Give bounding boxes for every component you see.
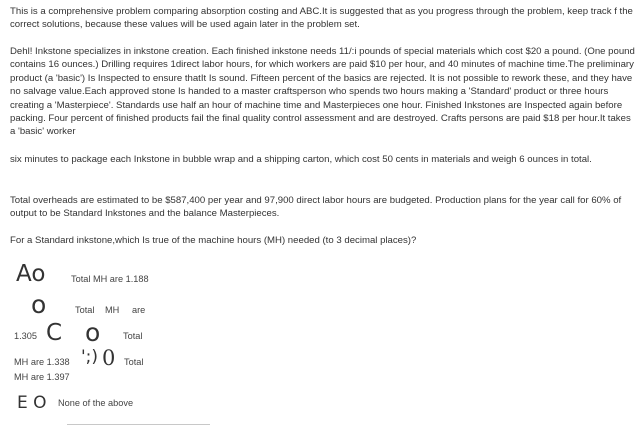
option-b-text-are[interactable]: are bbox=[132, 305, 146, 315]
answer-divider bbox=[67, 424, 210, 425]
option-d-radio[interactable]: 0 bbox=[102, 346, 116, 370]
option-e-radio[interactable]: E O bbox=[17, 393, 47, 413]
scenario-paragraph: Dehl! Inkstone specializes in inkstone creation. Each finished inkstone needs 11/:i pounds of special materials which cost $20 a pound. (One pound contains 16 ounces.) Drilling requires 1direct labor hours, for which workers are paid $10 per hour, and 40 minutes of machine time.The preliminary product (a 'basic') Is Inspected to ensure thatIt Is sound. Fifteen percent of the basics are rejected. It is not possible to rework these, and they have no salvage value.Each approved stone Is handed to a master craftsperson who spends two hours making a 'Standard' product or three hours creating a 'Masterpiece'. Standards use half an hour of machine time and Masterpieces one hour. Finished Inkstones are Inspected again before packing. Four percent of finished products fail the final quality control assessment and are destroyed. Crafts persons are paid $18 per hour.It takes a 'basic' worker bbox=[10, 46, 635, 138]
option-e-text[interactable]: None of the above bbox=[58, 398, 134, 408]
packaging-paragraph: six minutes to package each Inkstone in bubble wrap and a shipping carton, which cost 50 cents in materials and weigh 6 ounces in total. bbox=[10, 154, 592, 165]
option-c-letter: C bbox=[46, 320, 63, 346]
question-text: For a Standard inkstone,which Is true of the machine hours (MH) needed (to 3 decimal places)? bbox=[10, 235, 417, 246]
option-c-mh-text[interactable]: MH are 1.338 bbox=[14, 357, 70, 367]
overheads-paragraph: Total overheads are estimated to be $587,400 per year and 97,900 direct labor hours are budgeted. Production plans for the year call for 60% of output to be Standard Inkstones and the balance Masterpieces. bbox=[10, 195, 622, 220]
option-d-marks: ';) bbox=[81, 347, 99, 367]
option-b-value[interactable]: 1.305 bbox=[14, 331, 37, 341]
option-d-mh-text[interactable]: MH are 1.397 bbox=[14, 372, 70, 382]
option-c-radio[interactable]: o bbox=[85, 318, 101, 347]
option-a-radio[interactable]: Ao bbox=[16, 261, 46, 287]
option-a-text[interactable]: Total MH are 1.188 bbox=[71, 274, 149, 284]
intro-paragraph: This is a comprehensive problem comparing absorption costing and ABC.It is suggested that as you progress through the problem, keep track f the correct solutions, because these values will be used again later in the problem set. bbox=[10, 6, 633, 31]
option-b-text-mh[interactable]: MH bbox=[105, 305, 120, 315]
option-b-radio[interactable]: o bbox=[31, 290, 47, 319]
option-c-text[interactable]: Total bbox=[123, 331, 143, 341]
option-d-text[interactable]: Total bbox=[124, 357, 144, 367]
option-b-text-total[interactable]: Total bbox=[75, 305, 95, 315]
